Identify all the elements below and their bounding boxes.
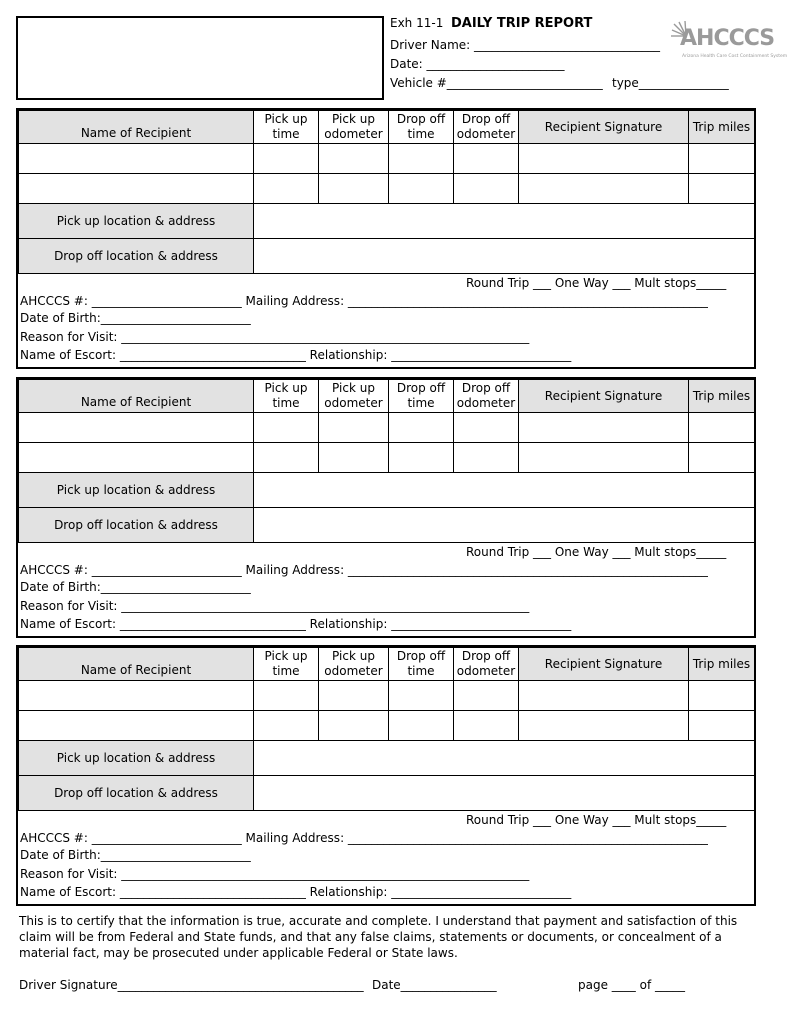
recipient-info (18, 811, 754, 904)
dropoff-odometer-cell[interactable] (454, 681, 519, 711)
dropoff-location-label: Drop off location & address (19, 508, 254, 543)
pickup-location-field[interactable] (254, 204, 755, 239)
recipient-name-cell[interactable] (19, 144, 254, 174)
recipient-name-cell[interactable] (19, 443, 254, 473)
report-title (390, 16, 592, 31)
dropoff-location-label: Drop off location & address (19, 239, 254, 274)
date-of-birth-field[interactable]: Date of Birth:_________________________ (20, 848, 251, 862)
signature-cell[interactable] (519, 443, 689, 473)
recipient-name-cell[interactable] (19, 174, 254, 204)
reason-for-visit-field[interactable]: Reason for Visit: ____________________________________________________________________ (20, 330, 530, 344)
trip-miles-cell[interactable] (689, 144, 755, 174)
trip-miles-header: Trip miles (689, 648, 755, 681)
reason-for-visit-field[interactable]: Reason for Visit: ____________________________________________________________________ (20, 867, 530, 881)
table-row (19, 174, 755, 204)
table-row (19, 681, 755, 711)
trip-section (16, 645, 756, 906)
date-of-birth-field[interactable]: Date of Birth:_________________________ (20, 311, 251, 325)
pickup-odometer-cell[interactable] (319, 711, 389, 741)
dropoff-odometer-cell[interactable] (454, 443, 519, 473)
trip-miles-cell[interactable] (689, 711, 755, 741)
dropoff-time-cell[interactable] (389, 681, 454, 711)
pickup-time-cell[interactable] (254, 174, 319, 204)
vehicle-type-field[interactable]: type_______________ (612, 76, 729, 90)
signature-cell[interactable] (519, 711, 689, 741)
vehicle-field[interactable]: Vehicle #__________________________ (390, 76, 603, 90)
reason-for-visit-field[interactable]: Reason for Visit: ____________________________________________________________________ (20, 599, 530, 613)
ahcccs-number-field[interactable]: AHCCCS #: _________________________ Mailing Address: ____________________________________________________________ (20, 294, 708, 308)
driver-name-field[interactable]: Driver Name: _______________________________ (390, 38, 660, 52)
dropoff-time-header: Drop off time (389, 648, 454, 681)
pickup-time-cell[interactable] (254, 144, 319, 174)
signature-cell[interactable] (519, 174, 689, 204)
pickup-time-header: Pick up time (254, 111, 319, 144)
trip-miles-cell[interactable] (689, 443, 755, 473)
dropoff-location-field[interactable] (254, 239, 755, 274)
trip-miles-cell[interactable] (689, 174, 755, 204)
pickup-odometer-header: Pick up odometer (319, 648, 389, 681)
recipient-signature-header: Recipient Signature (519, 111, 689, 144)
pickup-time-header: Pick up time (254, 648, 319, 681)
dropoff-time-cell[interactable] (389, 443, 454, 473)
blank-box (16, 16, 384, 100)
pickup-odometer-cell[interactable] (319, 413, 389, 443)
footer-date-field[interactable]: Date________________ (372, 978, 497, 992)
dropoff-time-cell[interactable] (389, 711, 454, 741)
exhibit-number: Exh 11-1 (390, 16, 444, 30)
ahcccs-number-field[interactable]: AHCCCS #: _________________________ Mailing Address: ____________________________________________________________ (20, 831, 708, 845)
recipient-signature-header: Recipient Signature (519, 380, 689, 413)
recipient-info (18, 274, 754, 367)
pickup-odometer-cell[interactable] (319, 681, 389, 711)
ahcccs-number-field[interactable]: AHCCCS #: _________________________ Mailing Address: ____________________________________________________________ (20, 563, 708, 577)
pickup-odometer-header: Pick up odometer (319, 380, 389, 413)
trip-type-field[interactable]: Round Trip ___ One Way ___ Mult stops_____ (466, 813, 727, 827)
pickup-location-label: Pick up location & address (19, 741, 254, 776)
ahcccs-logo (668, 20, 787, 70)
dropoff-location-field[interactable] (254, 508, 755, 543)
pickup-odometer-cell[interactable] (319, 144, 389, 174)
pickup-location-label: Pick up location & address (19, 204, 254, 239)
recipient-name-cell[interactable] (19, 711, 254, 741)
pickup-location-label: Pick up location & address (19, 473, 254, 508)
title: DAILY TRIP REPORT (450, 16, 593, 31)
dropoff-time-cell[interactable] (389, 174, 454, 204)
logo-subtitle: Arizona Health Care Cost Containment System (682, 54, 787, 59)
dropoff-odometer-header: Drop off odometer (454, 380, 519, 413)
dropoff-time-header: Drop off time (389, 111, 454, 144)
escort-name-field[interactable]: Name of Escort: _______________________________ Relationship: ______________________________ (20, 617, 572, 631)
pickup-time-cell[interactable] (254, 413, 319, 443)
signature-cell[interactable] (519, 681, 689, 711)
trip-section (16, 108, 756, 369)
pickup-time-cell[interactable] (254, 443, 319, 473)
recipient-name-cell[interactable] (19, 681, 254, 711)
signature-cell[interactable] (519, 413, 689, 443)
dropoff-time-cell[interactable] (389, 413, 454, 443)
page-number-field[interactable]: page ____ of _____ (578, 978, 685, 992)
dropoff-time-cell[interactable] (389, 144, 454, 174)
date-of-birth-field[interactable]: Date of Birth:_________________________ (20, 580, 251, 594)
recipient-signature-header: Recipient Signature (519, 648, 689, 681)
table-row (19, 413, 755, 443)
trip-miles-cell[interactable] (689, 681, 755, 711)
logo-text: AHCCCS (680, 26, 775, 51)
signature-cell[interactable] (519, 144, 689, 174)
certification-text: This is to certify that the information is true, accurate and complete. I understand that payment and satisfaction of this claim will be from Federal and State funds, and that any false claims, statements or documents, or concealment of a material fact, may be prosecuted under applicable Federal or State laws. (19, 914, 738, 960)
recipient-info (18, 543, 754, 636)
pickup-odometer-cell[interactable] (319, 443, 389, 473)
pickup-location-field[interactable] (254, 741, 755, 776)
trip-miles-cell[interactable] (689, 413, 755, 443)
pickup-time-cell[interactable] (254, 711, 319, 741)
escort-name-field[interactable]: Name of Escort: _______________________________ Relationship: ______________________________ (20, 885, 572, 899)
dropoff-location-field[interactable] (254, 776, 755, 811)
trip-miles-header: Trip miles (689, 111, 755, 144)
header-date-field[interactable]: Date: _______________________ (390, 57, 565, 71)
dropoff-time-header: Drop off time (389, 380, 454, 413)
dropoff-odometer-cell[interactable] (454, 174, 519, 204)
trip-type-field[interactable]: Round Trip ___ One Way ___ Mult stops_____ (466, 276, 727, 290)
trip-type-field[interactable]: Round Trip ___ One Way ___ Mult stops_____ (466, 545, 727, 559)
pickup-odometer-header: Pick up odometer (319, 111, 389, 144)
dropoff-odometer-cell[interactable] (454, 144, 519, 174)
dropoff-location-label: Drop off location & address (19, 776, 254, 811)
table-row (19, 443, 755, 473)
table-row (19, 144, 755, 174)
dropoff-odometer-cell[interactable] (454, 711, 519, 741)
driver-signature-field[interactable]: Driver Signature_________________________________________ (19, 978, 364, 992)
dropoff-odometer-header: Drop off odometer (454, 111, 519, 144)
table-row (19, 711, 755, 741)
recipient-name-cell[interactable] (19, 413, 254, 443)
dropoff-odometer-header: Drop off odometer (454, 648, 519, 681)
trip-miles-header: Trip miles (689, 380, 755, 413)
pickup-time-header: Pick up time (254, 380, 319, 413)
trip-section (16, 377, 756, 638)
recipient-name-header: Name of Recipient (19, 648, 254, 681)
pickup-time-cell[interactable] (254, 681, 319, 711)
recipient-name-header: Name of Recipient (19, 111, 254, 144)
pickup-odometer-cell[interactable] (319, 174, 389, 204)
pickup-location-field[interactable] (254, 473, 755, 508)
dropoff-odometer-cell[interactable] (454, 413, 519, 443)
recipient-name-header: Name of Recipient (19, 380, 254, 413)
escort-name-field[interactable]: Name of Escort: _______________________________ Relationship: ______________________________ (20, 348, 572, 362)
